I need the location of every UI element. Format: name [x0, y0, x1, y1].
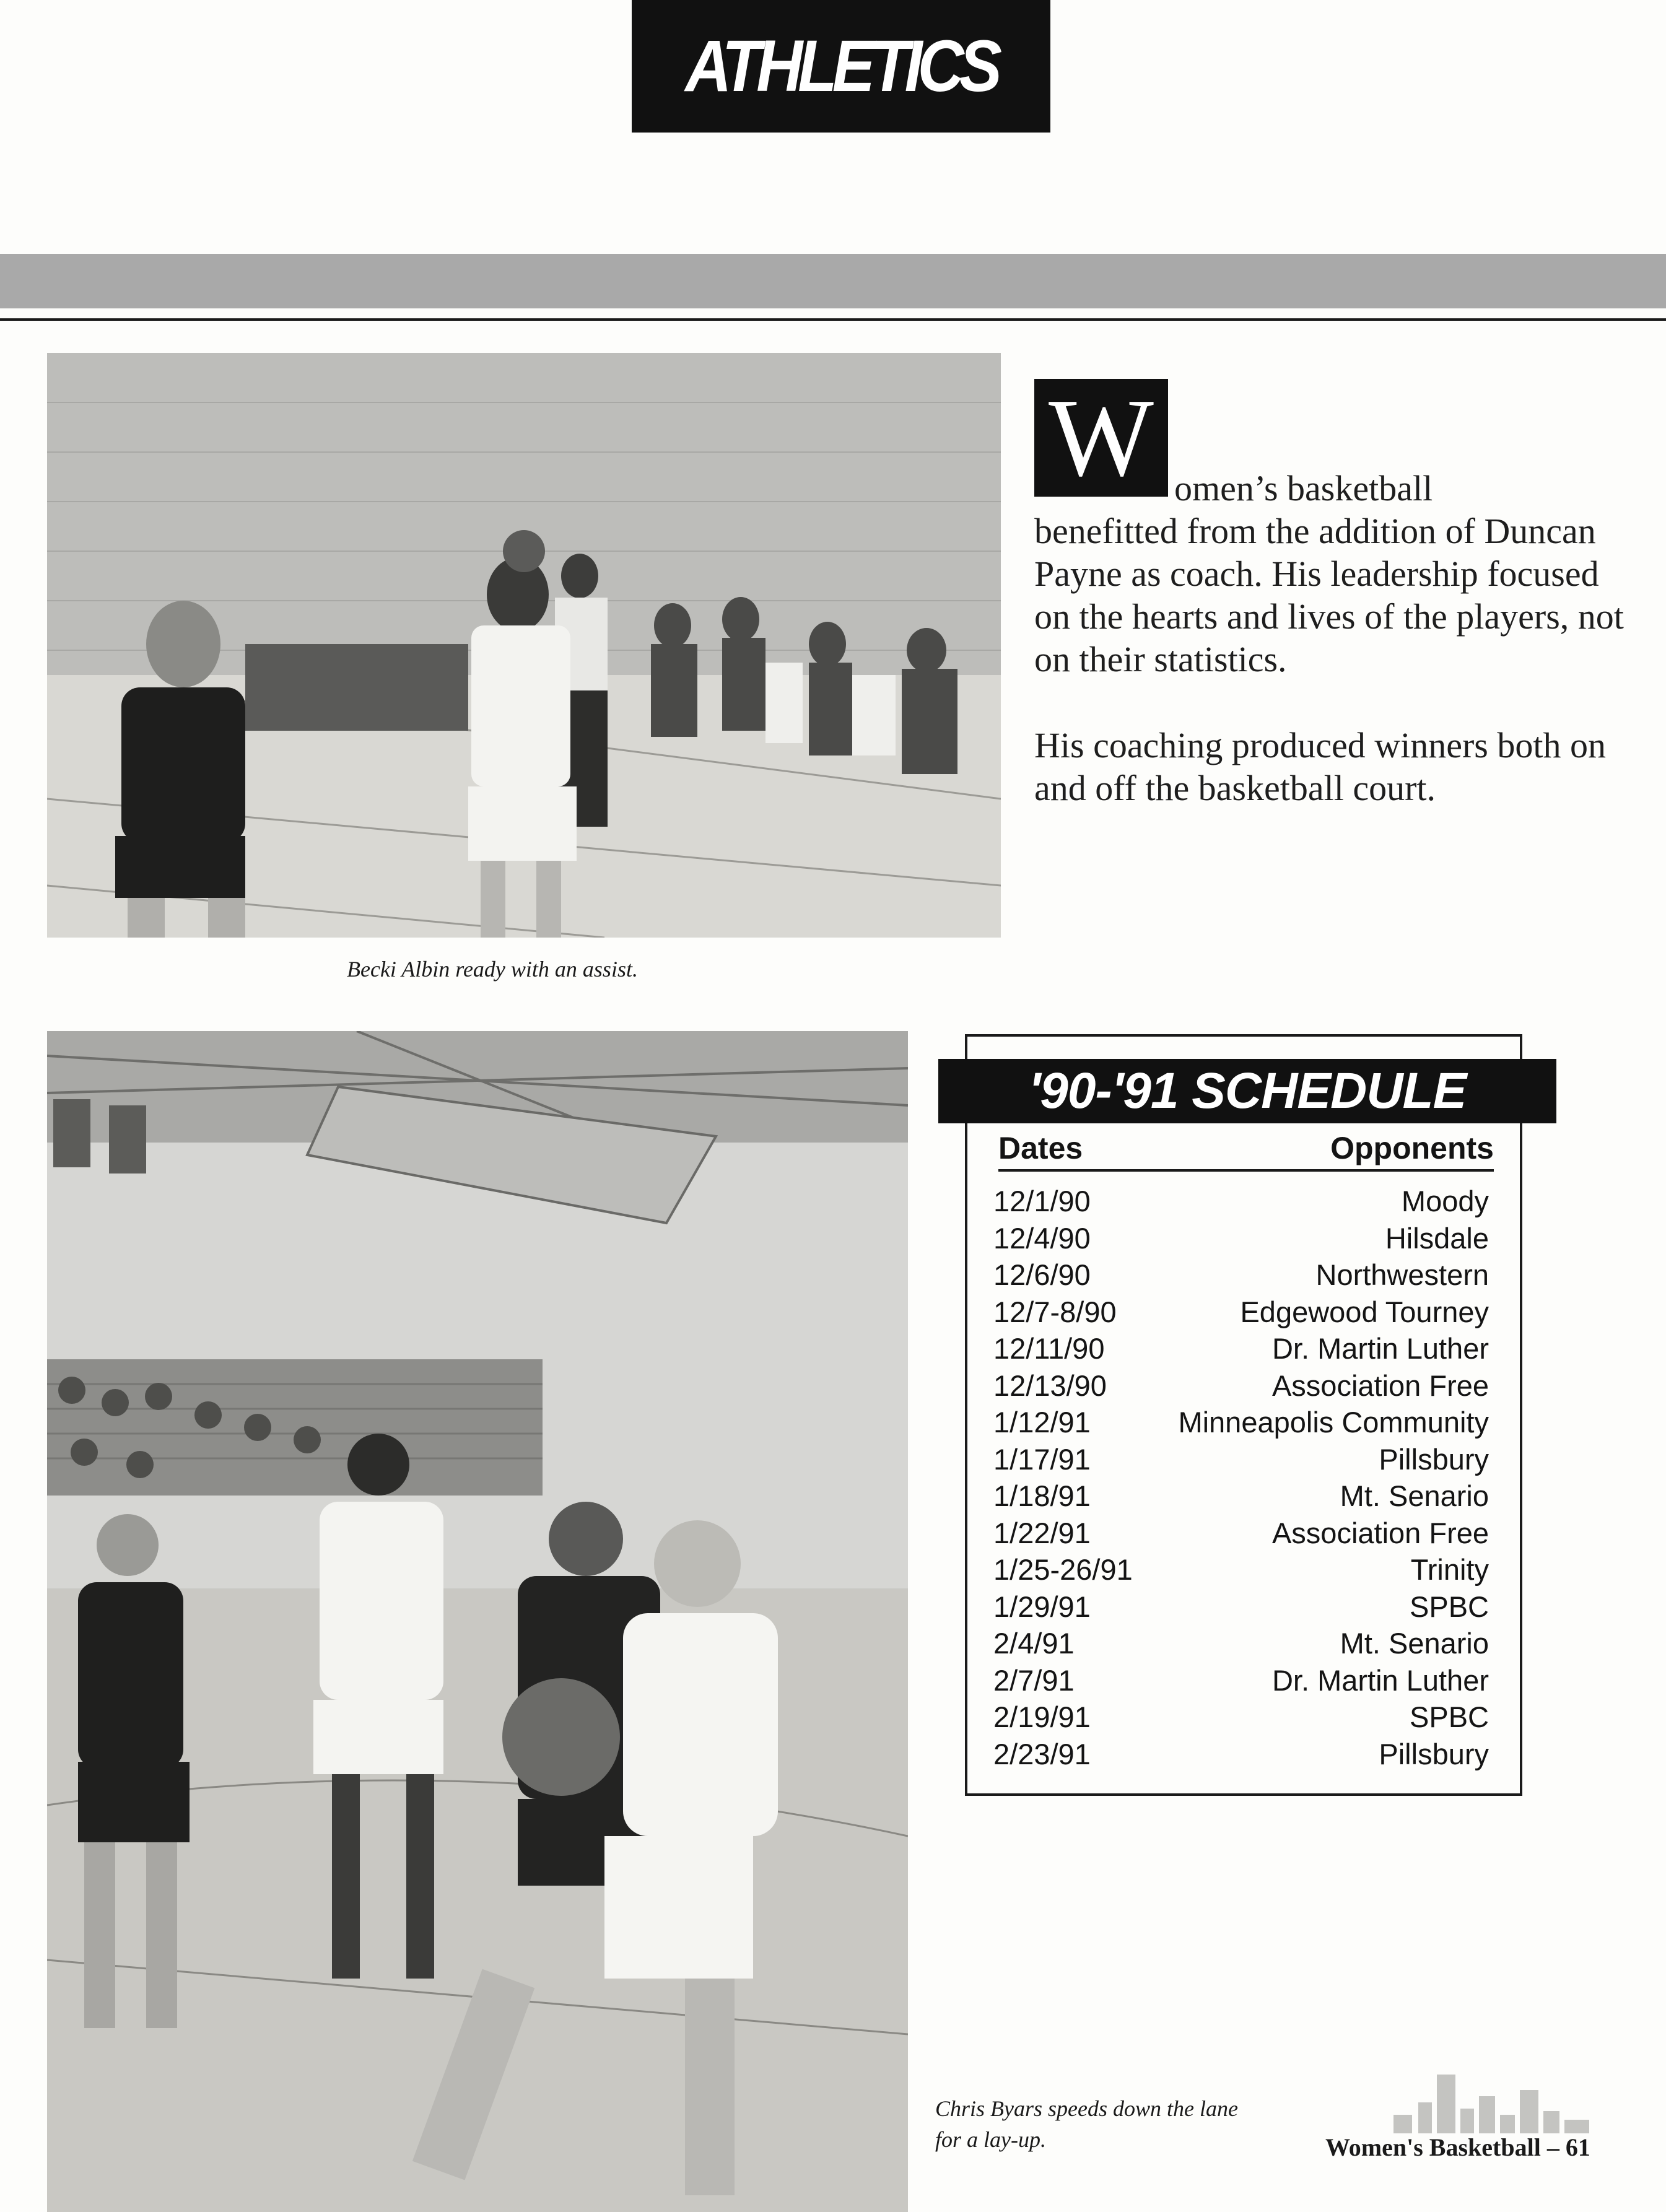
caption-bottom: Chris Byars speeds down the lane for a lay-up.: [935, 2096, 1238, 2152]
schedule-row: [993, 1478, 1489, 1515]
schedule-row: [993, 1441, 1489, 1478]
photo-becki-albin: [47, 353, 1001, 938]
schedule-date: 12/7-8/90: [993, 1295, 1117, 1328]
schedule-date: 12/13/90: [993, 1369, 1107, 1402]
schedule-opponent: Hilsdale: [1385, 1221, 1489, 1255]
schedule-title: '90-'91 SCHEDULE: [938, 1059, 1556, 1123]
schedule-opponent: Moody: [1401, 1185, 1489, 1217]
schedule-date: 12/1/90: [993, 1185, 1091, 1217]
schedule-row: [993, 1220, 1489, 1257]
schedule-date: 12/6/90: [993, 1258, 1091, 1291]
decorative-skyline-icon: [1393, 2071, 1592, 2133]
schedule-row: [993, 1736, 1489, 1773]
schedule-opponent: Association Free: [1271, 1369, 1489, 1402]
schedule-row: [993, 1515, 1489, 1552]
caption-top: Becki Albin ready with an assist.: [347, 957, 638, 982]
section-header: [632, 0, 1050, 133]
column-header-dates: Dates: [998, 1131, 1083, 1165]
horizontal-rule: [0, 318, 1666, 321]
schedule-header-rule: [998, 1169, 1494, 1172]
gray-band: [0, 254, 1666, 308]
page-footer-label: Women's Basketball – 61: [1325, 2133, 1590, 2161]
schedule-opponent: Minneapolis Community: [1178, 1406, 1489, 1439]
schedule-opponent: Dr. Martin Luther: [1271, 1332, 1489, 1365]
section-title: ATHLETICS: [685, 25, 997, 107]
schedule-opponent: Northwestern: [1315, 1258, 1489, 1291]
schedule-row: [993, 1183, 1489, 1220]
drop-cap: W: [1034, 379, 1168, 497]
intro-text: [1034, 376, 1629, 809]
schedule-opponent: Trinity: [1410, 1553, 1489, 1586]
schedule-date: 2/19/91: [993, 1700, 1091, 1733]
schedule-row: [993, 1330, 1489, 1367]
basketball-photo-image: [47, 1031, 908, 2212]
schedule-row: [993, 1256, 1489, 1294]
schedule-row: [993, 1625, 1489, 1662]
schedule-opponent: Edgewood Tourney: [1240, 1295, 1489, 1328]
photo-chris-byars: [47, 1031, 908, 2212]
schedule-opponent: SPBC: [1410, 1700, 1489, 1733]
schedule-date: 12/4/90: [993, 1221, 1091, 1255]
schedule-row: [993, 1294, 1489, 1331]
schedule-date: 1/29/91: [993, 1590, 1091, 1623]
schedule-date: 2/7/91: [993, 1663, 1075, 1697]
schedule-row: [993, 1662, 1489, 1699]
schedule-date: 2/23/91: [993, 1737, 1091, 1770]
schedule-opponent: Pillsbury: [1379, 1737, 1489, 1770]
intro-body: benefitted from the addition of Duncan Payne as coach. His leadership focused on the hearts and lives of the players, not on their statistics.: [1034, 511, 1624, 679]
schedule-date: 1/18/91: [993, 1479, 1091, 1512]
intro-first-line: omen’s basketball: [1174, 468, 1433, 508]
schedule-date: 1/17/91: [993, 1442, 1091, 1476]
schedule-date: 1/22/91: [993, 1516, 1091, 1549]
schedule-opponent: Association Free: [1271, 1516, 1489, 1549]
schedule-date: 12/11/90: [993, 1332, 1105, 1365]
schedule-date: 1/12/91: [993, 1406, 1091, 1439]
schedule-date: 2/4/91: [993, 1627, 1075, 1660]
schedule-opponent: Dr. Martin Luther: [1271, 1663, 1489, 1697]
column-header-opponents: Opponents: [1330, 1131, 1494, 1165]
schedule-row: [993, 1699, 1489, 1736]
basketball-photo-image: [47, 353, 1001, 938]
schedule-opponent: SPBC: [1410, 1590, 1489, 1623]
schedule-date: 1/25-26/91: [993, 1553, 1133, 1586]
intro-paragraph-2: His coaching produced winners both on and off the basketball court.: [1034, 725, 1606, 808]
schedule-row: [993, 1367, 1489, 1404]
schedule-opponent: Pillsbury: [1379, 1442, 1489, 1476]
schedule-row: [993, 1588, 1489, 1626]
schedule-row: [993, 1551, 1489, 1588]
schedule-table: [993, 1183, 1489, 1772]
schedule-row: [993, 1404, 1489, 1441]
schedule-opponent: Mt. Senario: [1340, 1479, 1489, 1512]
schedule-opponent: Mt. Senario: [1340, 1627, 1489, 1660]
